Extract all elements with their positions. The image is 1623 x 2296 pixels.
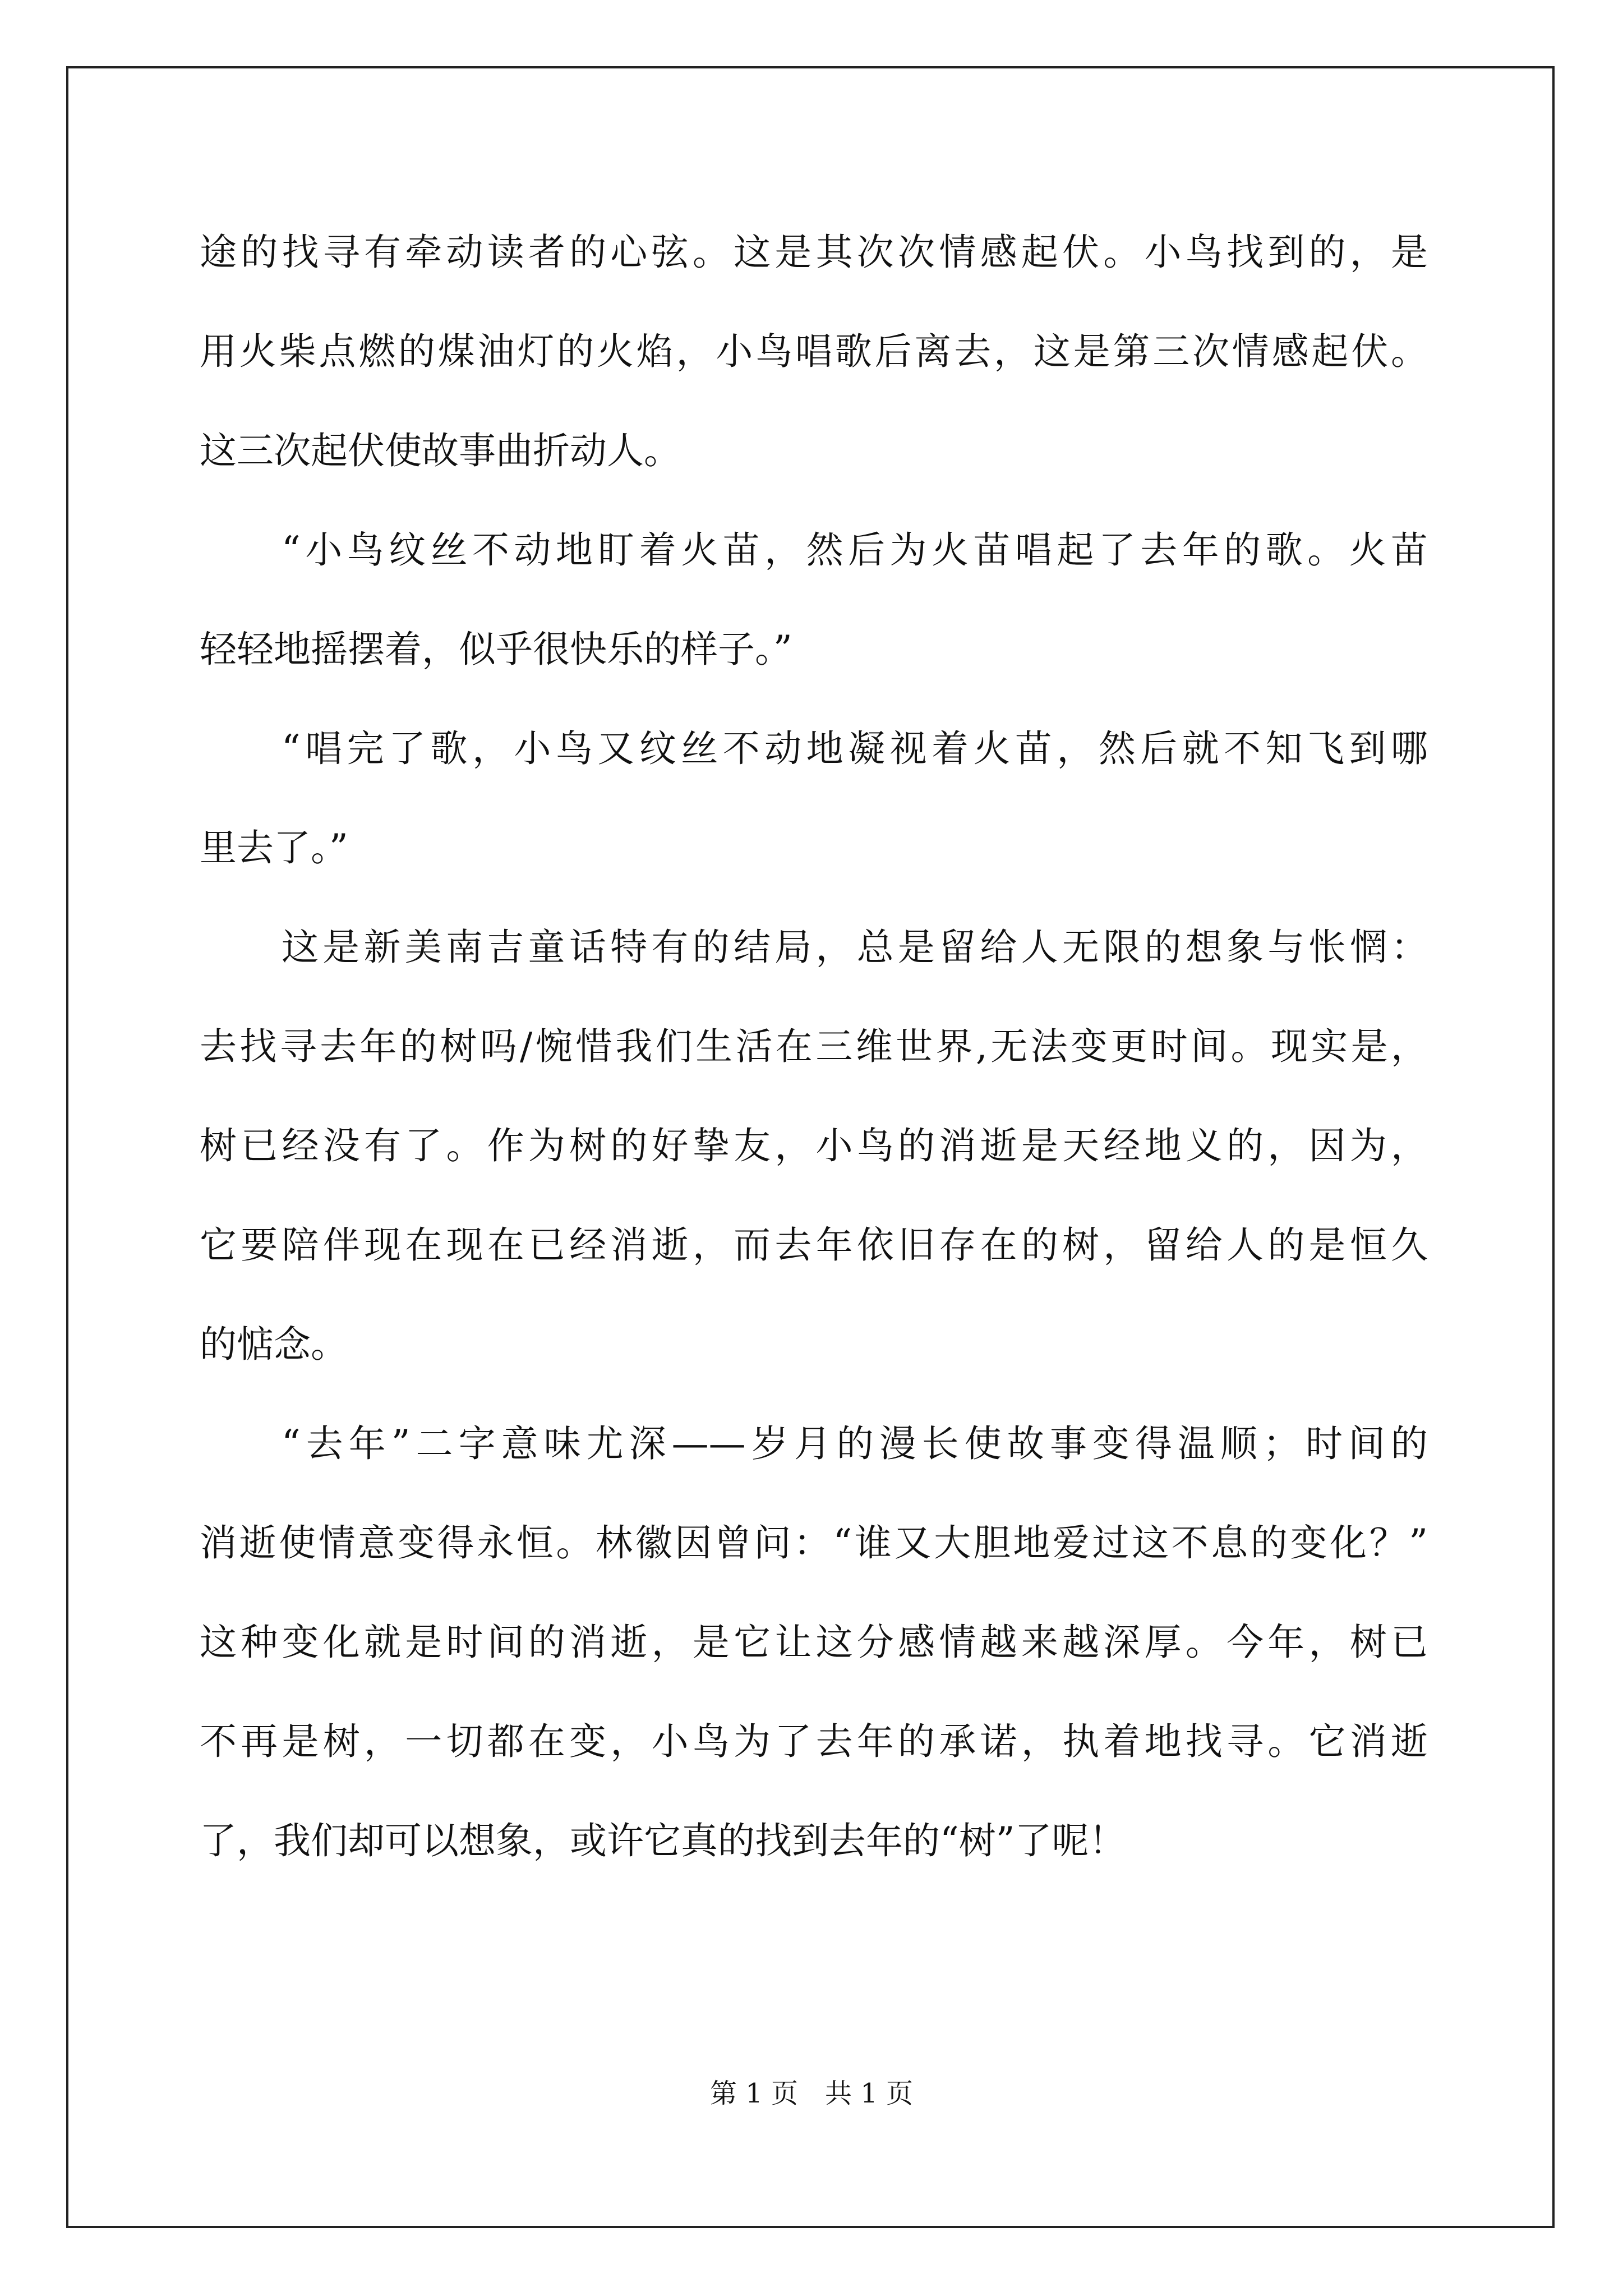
text-line: 这是新美南吉童话特有的结局，总是留给人无限的想象与怅惘：: [282, 926, 1428, 969]
text-line: 去找寻去年的树吗/惋惜我们生活在三维世界,无法变更时间。现实是，: [200, 1025, 1428, 1068]
text-line: 消逝使情意变得永恒。林徽因曾问：“谁又大胆地爱过这不息的变化？”: [200, 1521, 1428, 1565]
text-line: “小鸟纹丝不动地盯着火苗，然后为火苗唱起了去年的歌。火苗: [282, 528, 1428, 572]
text-line: “去年”二字意味尤深——岁月的漫长使故事变得温顺；时间的: [282, 1422, 1428, 1465]
text-line: 了，我们却可以想象，或许它真的找到去年的“树”了呢！: [200, 1819, 1126, 1862]
page-number-footer: 第 1 页 共 1 页: [709, 2078, 914, 2109]
text-line: 的惦念。: [200, 1323, 348, 1366]
text-line: 这种变化就是时间的消逝，是它让这分感情越来越深厚。今年，树已: [200, 1621, 1428, 1664]
text-line: 里去了。”: [200, 826, 348, 869]
text-line: 这三次起伏使故事曲折动人。: [200, 429, 681, 472]
text-line: “唱完了歌，小鸟又纹丝不动地凝视着火苗，然后就不知飞到哪: [282, 727, 1428, 770]
text-line: 用火柴点燃的煤油灯的火焰，小鸟唱歌后离去，这是第三次情感起伏。: [200, 330, 1428, 373]
text-line: 不再是树，一切都在变，小鸟为了去年的承诺，执着地找寻。它消逝: [200, 1720, 1428, 1763]
text-line: 树已经没有了。作为树的好挚友，小鸟的消逝是天经地义的，因为，: [200, 1124, 1428, 1167]
text-line: 轻轻地摇摆着，似乎很快乐的样子。”: [200, 628, 792, 671]
text-line: 它要陪伴现在现在已经消逝，而去年依旧存在的树，留给人的是恒久: [200, 1223, 1428, 1267]
text-line: 途的找寻有牵动读者的心弦。这是其次次情感起伏。小鸟找到的，是: [200, 231, 1428, 274]
